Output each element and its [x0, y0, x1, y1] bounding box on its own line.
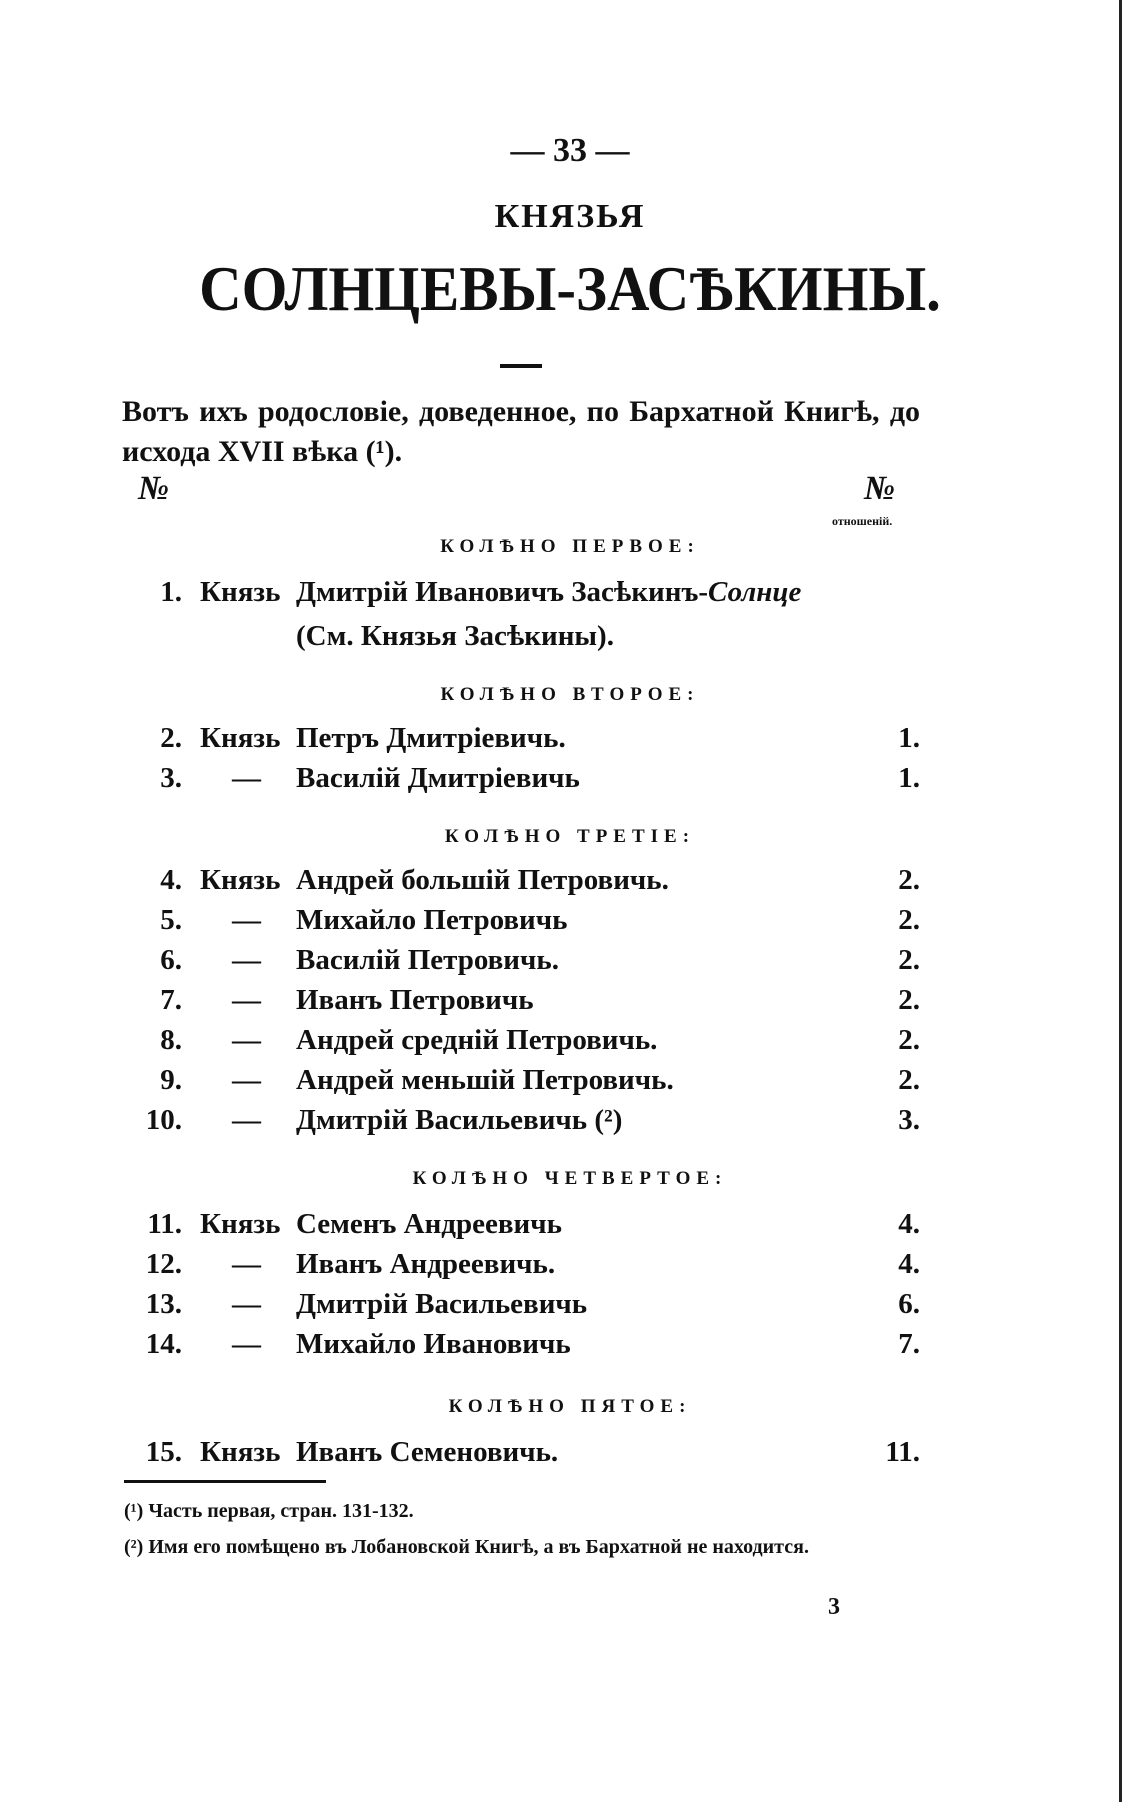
genealogy-row [0, 722, 1140, 762]
genealogy-row [0, 576, 1140, 616]
row-title: — [232, 1024, 261, 1056]
row-title: — [232, 944, 261, 976]
row-name: Василій Петровичь. [296, 944, 559, 976]
row-number: 10. [145, 1104, 182, 1136]
row-reference: 2. [898, 944, 920, 976]
footnote-2: (²) Имя его помѣщено въ Лобановской Книгѣ, а въ Бархатной не находится. [124, 1536, 809, 1558]
genealogy-row [0, 1288, 1140, 1328]
row-note: (См. Князья Засѣкины). [296, 620, 614, 652]
footnote-1: (¹) Часть первая, стран. 131-132. [124, 1500, 414, 1522]
row-title: — [232, 904, 261, 936]
row-title: Князь [200, 576, 281, 608]
row-name: Михайло Ивановичь [296, 1328, 571, 1360]
row-number: 9. [160, 1064, 182, 1096]
row-reference: 4. [898, 1248, 920, 1280]
row-name: Василій Дмитріевичь [296, 762, 580, 794]
genealogy-subline [0, 620, 1140, 660]
genealogy-row [0, 762, 1140, 802]
row-reference: 2. [898, 984, 920, 1016]
row-title: — [232, 1328, 261, 1360]
row-title: — [232, 1288, 261, 1320]
generation-heading: КОЛѢНО ЧЕТВЕРТОЕ: [412, 1168, 728, 1189]
row-reference: 1. [898, 722, 920, 754]
title-small: КНЯЗЬЯ [494, 198, 646, 235]
genealogy-row [0, 1248, 1140, 1288]
row-number: 14. [145, 1328, 182, 1360]
row-name: Иванъ Андреевичь. [296, 1248, 556, 1280]
genealogy-row [0, 1328, 1140, 1368]
row-number: 13. [145, 1288, 182, 1320]
generation-heading: КОЛѢНО ПЯТОЕ: [448, 1396, 692, 1417]
generation-heading: КОЛѢНО ПЕРВОЕ: [440, 536, 700, 557]
page-title: СОЛНЦЕВЫ-ЗАСѢКИНЫ. [199, 253, 941, 324]
row-reference: 2. [898, 1064, 920, 1096]
page-number: — 33 — [510, 132, 630, 169]
genealogy-row [0, 1064, 1140, 1104]
number-column-label-left: № [138, 470, 170, 507]
row-number: 11. [147, 1208, 182, 1240]
genealogy-row [0, 1208, 1140, 1248]
row-title: Князь [200, 864, 281, 896]
row-title: — [232, 762, 261, 794]
genealogy-row [0, 1436, 1140, 1476]
row-number: 1. [160, 576, 182, 608]
row-reference: 11. [885, 1436, 920, 1468]
relation-column-caption: отношеній. [832, 514, 893, 528]
row-title: Князь [200, 1208, 281, 1240]
row-name: Петръ Дмитріевичь. [296, 722, 566, 754]
intro-paragraph: Вотъ ихъ родословіе, доведенное, по Бархатной Книгѣ, до исхода XVII вѣка (¹). [122, 395, 920, 468]
row-number: 8. [160, 1024, 182, 1056]
row-number: 12. [145, 1248, 182, 1280]
genealogy-row [0, 1024, 1140, 1064]
row-name: Семенъ Андреевичь [296, 1208, 562, 1240]
genealogy-row [0, 864, 1140, 904]
row-name: Андрей средній Петровичь. [296, 1024, 658, 1056]
row-name: Дмитрій Васильевичь (²) [296, 1104, 623, 1136]
row-number: 6. [160, 944, 182, 976]
row-title: — [232, 1248, 261, 1280]
genealogy-row [0, 984, 1140, 1024]
row-number: 5. [160, 904, 182, 936]
row-reference: 3. [898, 1104, 920, 1136]
row-name: Андрей меньшій Петровичь. [296, 1064, 674, 1096]
row-name: Иванъ Семеновичь. [296, 1436, 559, 1468]
row-number: 2. [160, 722, 182, 754]
row-title: Князь [200, 722, 281, 754]
row-reference: 2. [898, 864, 920, 896]
genealogy-row [0, 944, 1140, 984]
row-title: — [232, 1064, 261, 1096]
row-name: Иванъ Петровичь [296, 984, 534, 1016]
genealogy-row [0, 904, 1140, 944]
row-number: 4. [160, 864, 182, 896]
row-name: Михайло Петровичь [296, 904, 568, 936]
row-reference: 2. [898, 1024, 920, 1056]
row-number: 7. [160, 984, 182, 1016]
row-name: Андрей большій Петровичь. [296, 864, 669, 896]
row-reference: 7. [898, 1328, 920, 1360]
row-title: Князь [200, 1436, 281, 1468]
row-number: 15. [145, 1436, 182, 1468]
row-reference: 1. [898, 762, 920, 794]
generation-heading: КОЛѢНО ТРЕТІЕ: [444, 826, 696, 847]
row-name: Дмитрій Васильевичь [296, 1288, 588, 1320]
title-rule [500, 364, 542, 368]
row-title: — [232, 984, 261, 1016]
row-number: 3. [160, 762, 182, 794]
genealogy-row [0, 1104, 1140, 1144]
row-reference: 6. [898, 1288, 920, 1320]
signature-mark: 3 [828, 1594, 840, 1620]
row-reference: 2. [898, 904, 920, 936]
row-reference: 4. [898, 1208, 920, 1240]
row-name-italic: Солнце [708, 576, 802, 608]
row-title: — [232, 1104, 261, 1136]
footnote-rule [124, 1480, 326, 1483]
generation-heading: КОЛѢНО ВТОРОЕ: [440, 684, 700, 705]
row-name: Дмитрій Ивановичъ Засѣкинъ-Солнце [296, 576, 802, 608]
number-column-label-right: № [864, 470, 896, 507]
